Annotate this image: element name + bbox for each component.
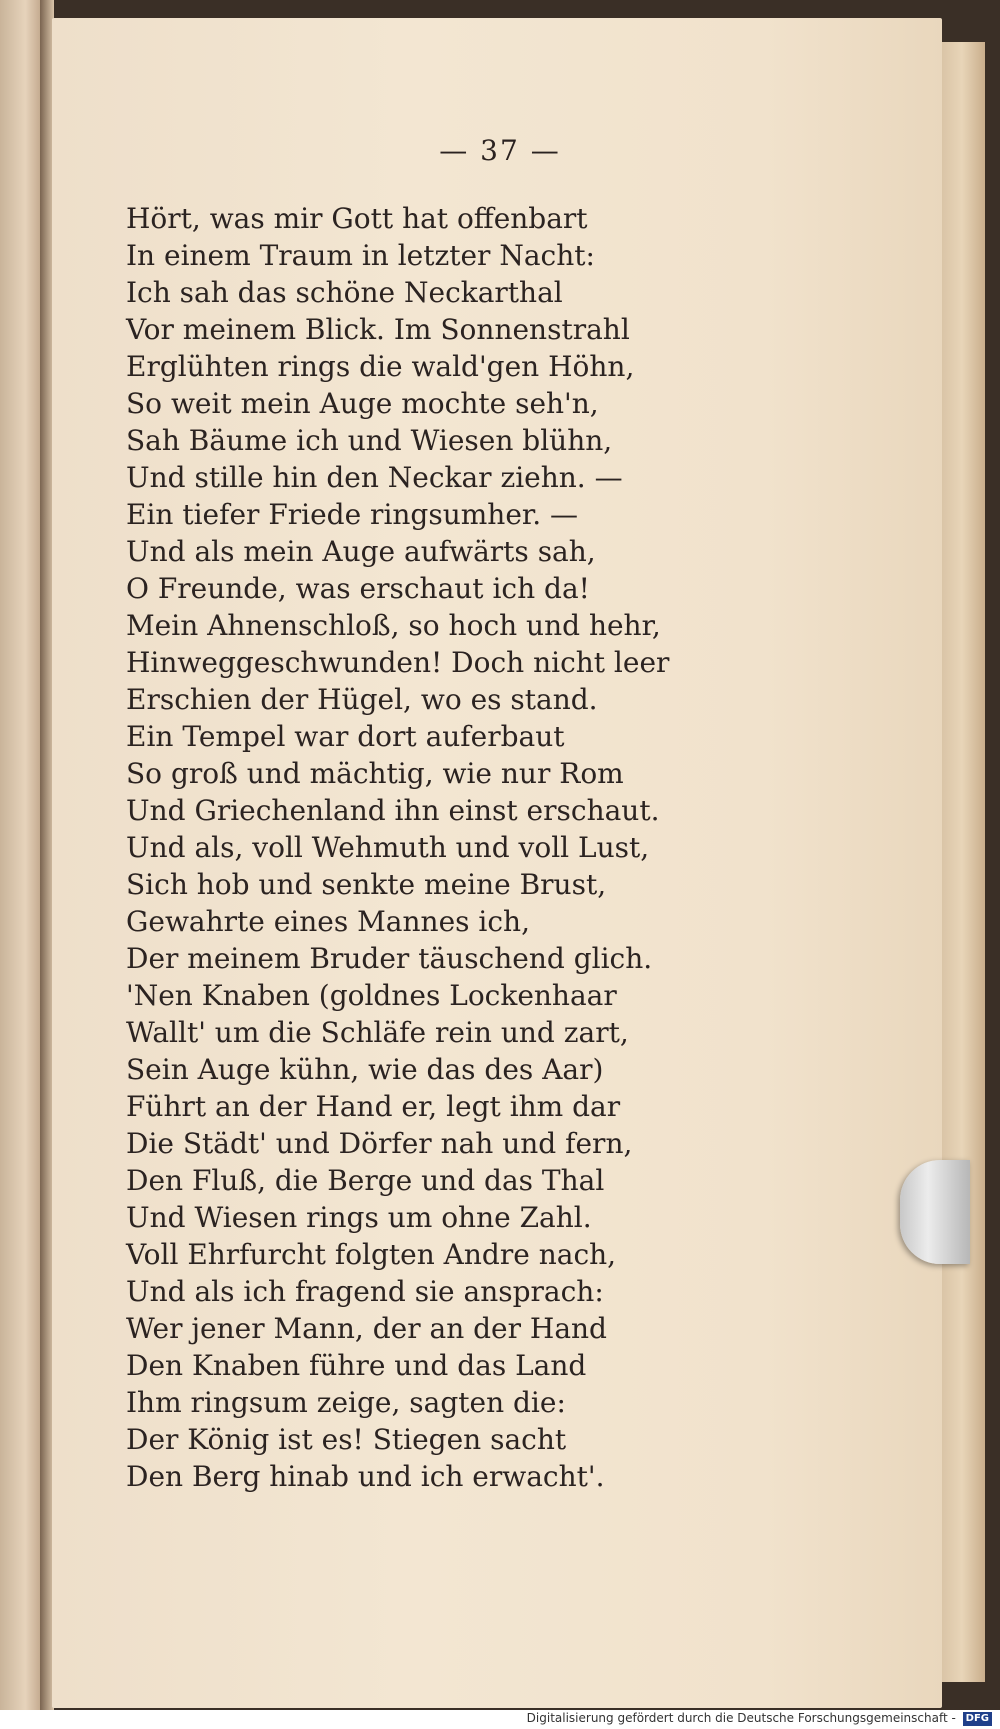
poem-line: Erschien der Hügel, wo es stand. bbox=[126, 683, 598, 716]
poem-line: Vor meinem Blick. Im Sonnenstrahl bbox=[126, 313, 630, 346]
poem-line: Ich sah das schöne Neckarthal bbox=[126, 276, 563, 309]
poem-line: So groß und mächtig, wie nur Rom bbox=[126, 757, 624, 790]
credit-text: Digitalisierung gefördert durch die Deutsche Forschungsgemeinschaft - bbox=[526, 1711, 956, 1725]
poem-line: Ihm ringsum zeige, sagten die: bbox=[126, 1386, 566, 1419]
poem-line: Sich hob und senkte meine Brust, bbox=[126, 868, 607, 901]
poem-line: Voll Ehrfurcht folgten Andre nach, bbox=[126, 1238, 617, 1271]
poem-line: Den Knaben führe und das Land bbox=[126, 1349, 587, 1382]
poem-line: Gewahrte eines Mannes ich, bbox=[126, 905, 530, 938]
poem-text bbox=[126, 200, 670, 1495]
right-page-stack bbox=[938, 42, 985, 1682]
poem-line: Und Wiesen rings um ohne Zahl. bbox=[126, 1201, 592, 1234]
poem-line: Hört, was mir Gott hat offenbart bbox=[126, 202, 588, 235]
poem-line: Und stille hin den Neckar ziehn. — bbox=[126, 461, 623, 494]
poem-line: Und als mein Auge aufwärts sah, bbox=[126, 535, 596, 568]
poem-line: Sah Bäume ich und Wiesen blühn, bbox=[126, 424, 613, 457]
poem-line: Wer jener Mann, der an der Hand bbox=[126, 1312, 607, 1345]
dfg-logo: DFG bbox=[963, 1712, 992, 1726]
poem-line: Der König ist es! Stiegen sacht bbox=[126, 1423, 567, 1456]
poem-line: Und Griechenland ihn einst erschaut. bbox=[126, 794, 660, 827]
digitization-credit bbox=[527, 1711, 992, 1726]
page-number: — 37 — bbox=[439, 134, 561, 167]
poem-line: Der meinem Bruder täuschend glich. bbox=[126, 942, 653, 975]
poem-line: In einem Traum in letzter Nacht: bbox=[126, 239, 595, 272]
poem-line: Die Städt' und Dörfer nah und fern, bbox=[126, 1127, 633, 1160]
poem-line: Ein tiefer Friede ringsumher. — bbox=[126, 498, 579, 531]
poem-line: O Freunde, was erschaut ich da! bbox=[126, 572, 590, 605]
poem-line: 'Nen Knaben (goldnes Lockenhaar bbox=[126, 979, 617, 1012]
poem-line: Den Fluß, die Berge und das Thal bbox=[126, 1164, 605, 1197]
page-clip bbox=[900, 1160, 970, 1264]
poem-line: Mein Ahnenschloß, so hoch und hehr, bbox=[126, 609, 661, 642]
poem-line: Hinweggeschwunden! Doch nicht leer bbox=[126, 646, 670, 679]
poem-line: So weit mein Auge mochte seh'n, bbox=[126, 387, 599, 420]
poem-line: Erglühten rings die wald'gen Höhn, bbox=[126, 350, 635, 383]
poem-line: Sein Auge kühn, wie das des Aar) bbox=[126, 1053, 604, 1086]
poem-line: Führt an der Hand er, legt ihm dar bbox=[126, 1090, 621, 1123]
poem-line: Ein Tempel war dort auferbaut bbox=[126, 720, 565, 753]
poem-line: Und als ich fragend sie ansprach: bbox=[126, 1275, 604, 1308]
poem-line: Wallt' um die Schläfe rein und zart, bbox=[126, 1016, 629, 1049]
poem-line: Den Berg hinab und ich erwacht'. bbox=[126, 1460, 605, 1493]
poem-line: Und als, voll Wehmuth und voll Lust, bbox=[126, 831, 650, 864]
